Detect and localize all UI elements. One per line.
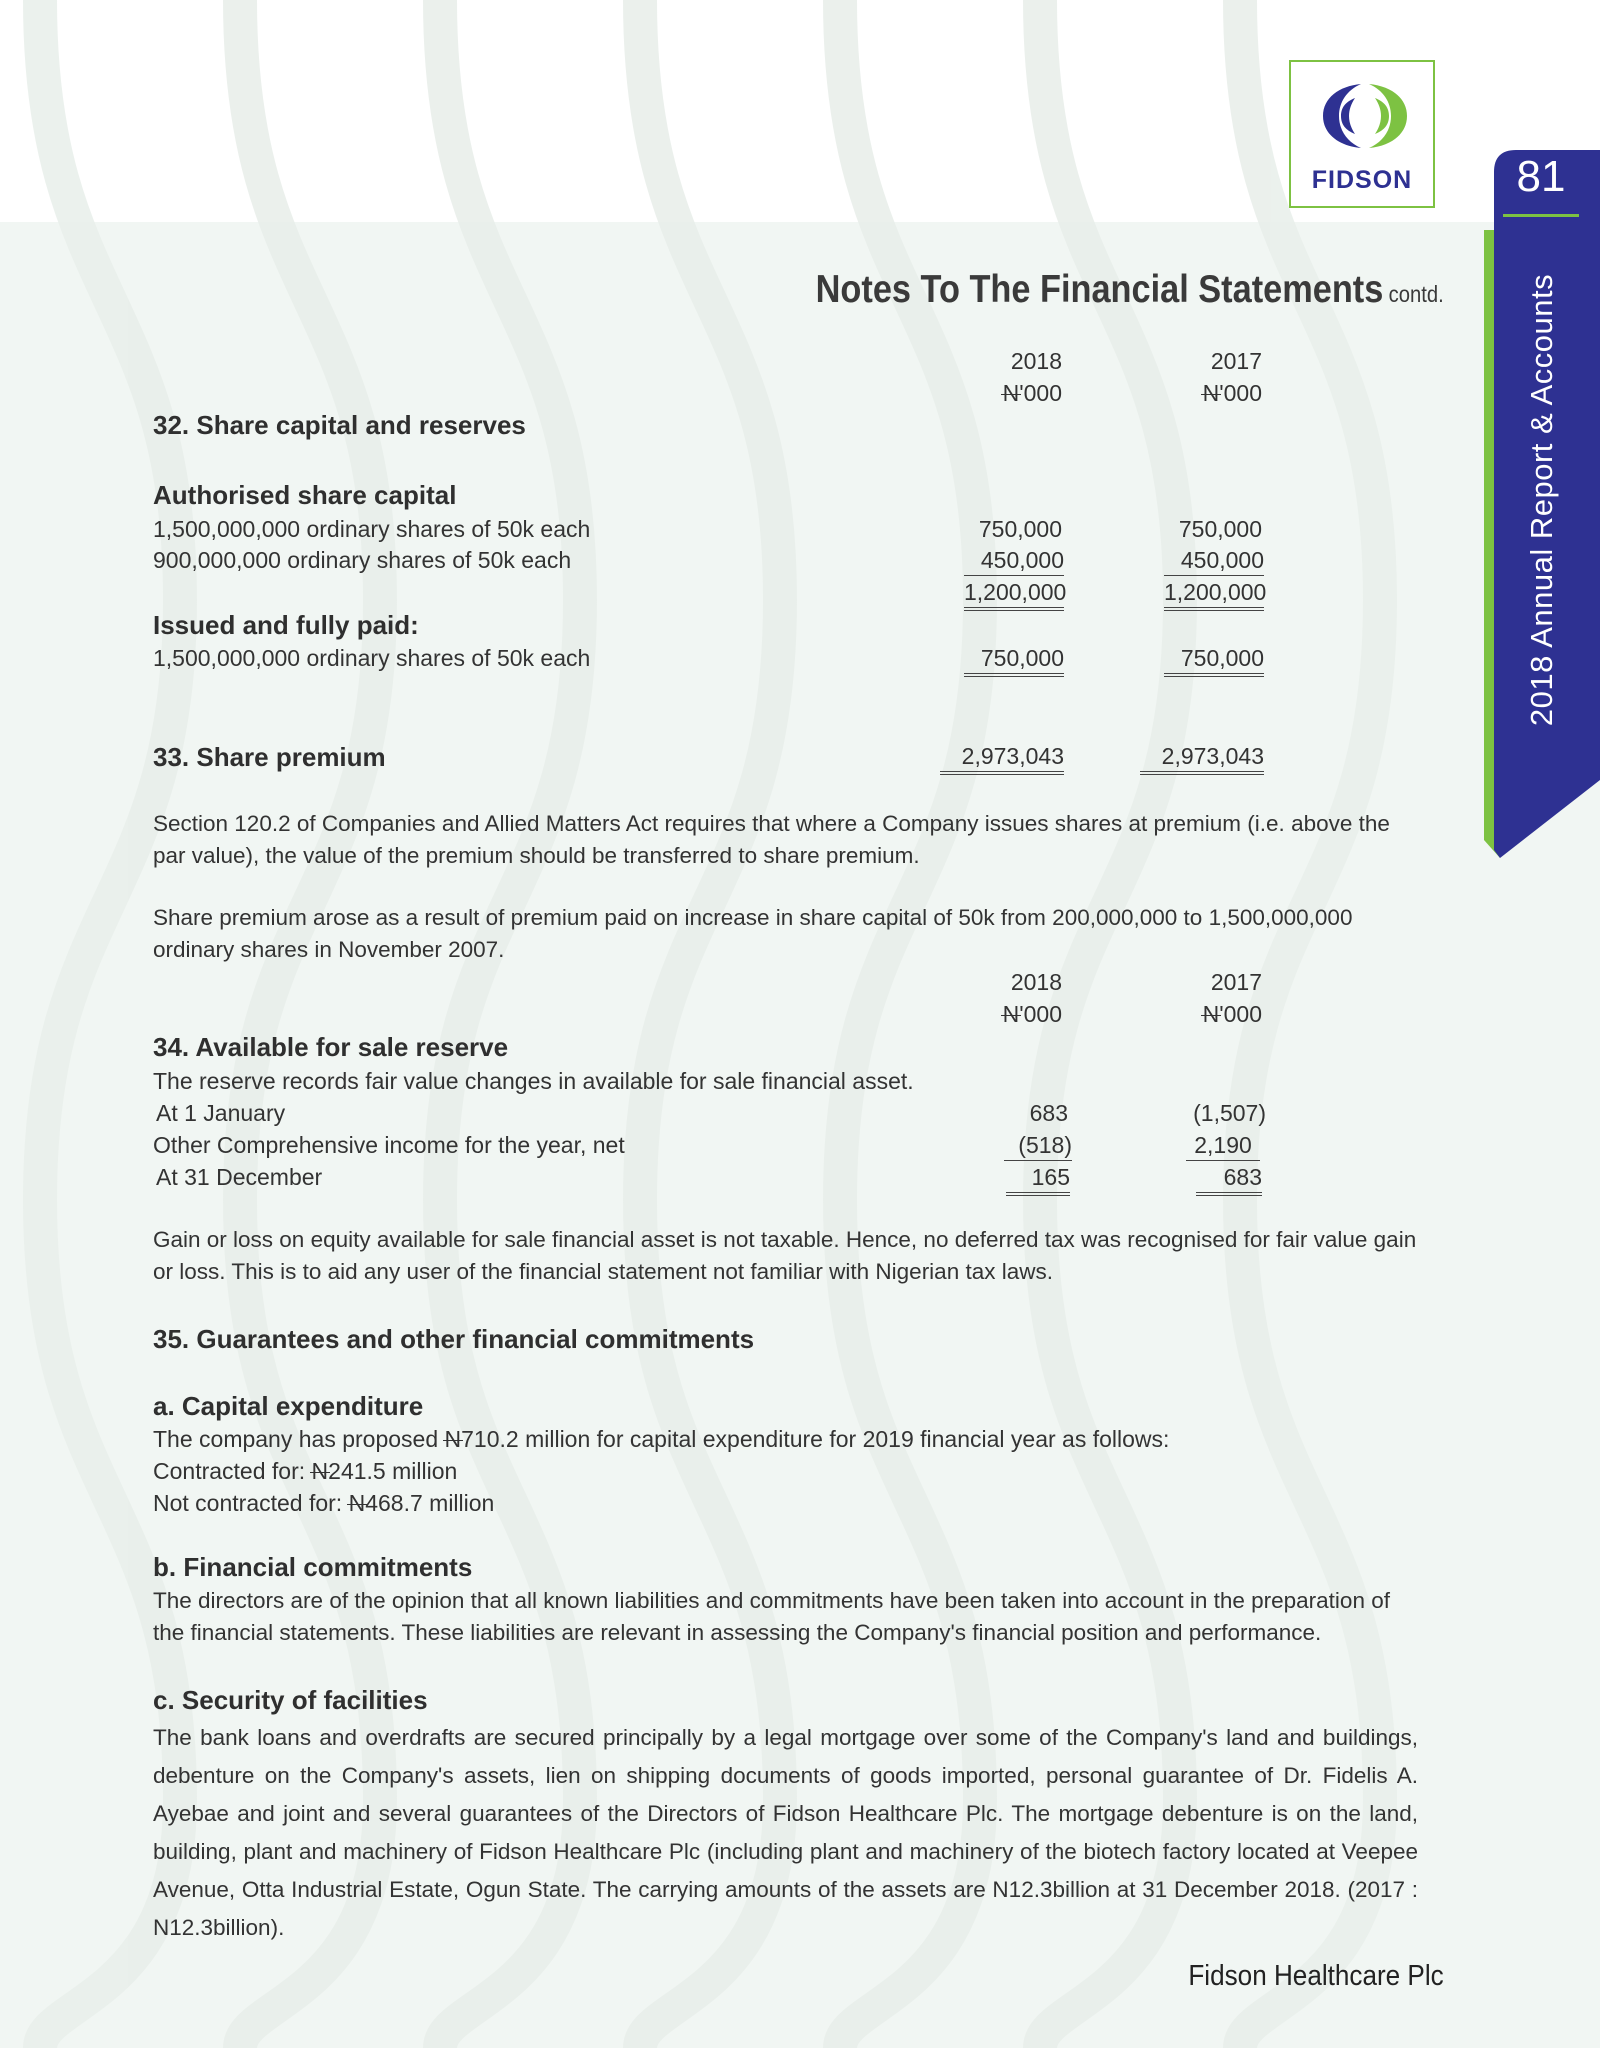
note-33-heading: 33. Share premium [153, 742, 386, 772]
issued-row-2017: 750,000 [1164, 643, 1264, 677]
page-title-text: Notes To The Financial Statements [815, 268, 1384, 311]
note-32-heading: 32. Share capital and reserves [153, 410, 526, 440]
fidson-logo [1289, 60, 1435, 208]
financial-commitments-paragraph: The directors are of the opinion that all known liabilities and commitments have been taken into account in the preparation of the financial statements. These liabilities are relevant in assessing the Company's financial position and performance. [153, 1588, 1390, 1645]
share-premium-paragraph-2: Share premium arose as a result of premium paid on increase in share capital of 50k from 200,000,000 to 1,500,000,000 ordinary shares in November 2007. [153, 905, 1353, 962]
report-title-vertical: 2018 Annual Report & Accounts [1524, 273, 1559, 727]
issued-heading: Issued and fully paid: [153, 610, 419, 640]
security-of-facilities-heading: c. Security of facilities [153, 1685, 428, 1715]
logo-mark-icon [1309, 76, 1419, 156]
afs-row-2-2018: (518) [1004, 1130, 1072, 1161]
financial-commitments-heading: b. Financial commitments [153, 1552, 473, 1582]
logo-wordmark: FIDSON [1311, 166, 1413, 194]
share-premium-2018: 2,973,043 [940, 741, 1064, 775]
authorised-row-2-label: 900,000,000 ordinary shares of 50k each [153, 547, 572, 573]
capex-line-2 [153, 1456, 457, 1486]
column-unit-rest: '000 [1019, 380, 1062, 406]
naira-symbol: N [1202, 380, 1220, 406]
note-34-heading: 34. Available for sale reserve [153, 1032, 509, 1062]
page-number-underline [1503, 214, 1579, 217]
column-unit-rest: '000 [1019, 1001, 1062, 1027]
column-unit-2018-b [960, 999, 1062, 1029]
naira-symbol: N [1202, 1001, 1220, 1027]
column-unit-2018 [960, 378, 1062, 408]
afs-row-3-2017: 683 [1196, 1162, 1262, 1196]
authorised-row-1-2017: 750,000 [1178, 516, 1262, 542]
column-unit-2017 [1160, 378, 1262, 408]
column-unit-rest: '000 [1219, 380, 1262, 406]
share-premium-2017: 2,973,043 [1140, 741, 1264, 775]
capex-line-3-post: 468.7 million [365, 1490, 495, 1516]
authorised-share-capital-heading: Authorised share capital [153, 480, 457, 510]
authorised-total-2017: 1,200,000 [1164, 577, 1264, 611]
security-of-facilities-paragraph: The bank loans and overdrafts are secured principally by a legal mortgage over some of the Company's land and buildings, debenture on the Company's assets, lien on shipping documents of goods imported, personal guarantee of Dr. Fidelis A. Ayebae and joint and several guarantees of the Directors of Fidson Healthcare Plc. The mortgage debenture is on the land, building, plant and machinery of Fidson Healthcare Plc (including plant and machinery of the biotech factory located at Veepee Avenue, Otta Industrial Estate, Ogun State. The carrying amounts of the assets are N12.3billion at 31 December 2018. (2017 : N12.3billion). [153, 1725, 1418, 1940]
column-header-2017: 2017 [1210, 348, 1262, 374]
capital-expenditure-heading: a. Capital expenditure [153, 1391, 424, 1421]
authorised-row-1-label: 1,500,000,000 ordinary shares of 50k each [153, 516, 591, 542]
capex-line-1-pre: The company has proposed [153, 1426, 445, 1452]
afs-row-1-2017: (1,507) [1193, 1100, 1266, 1126]
capex-line-1-post: 710.2 million for capital expenditure for 2019 financial year as follows: [461, 1426, 1170, 1452]
issued-row-2018: 750,000 [964, 643, 1064, 677]
naira-symbol: N [444, 1426, 462, 1452]
afs-row-1-2018: 683 [1029, 1100, 1068, 1126]
column-header-2018-b: 2018 [1010, 969, 1062, 995]
afs-row-3-label: At 31 December [156, 1164, 323, 1190]
column-header-2018: 2018 [1010, 348, 1062, 374]
naira-symbol: N [1002, 380, 1020, 406]
afs-row-2-2017: 2,190 [1186, 1130, 1260, 1161]
page-number: 81 [1516, 152, 1566, 201]
column-header-2017-b: 2017 [1210, 969, 1262, 995]
naira-symbol: N [348, 1490, 366, 1516]
note-35-heading: 35. Guarantees and other financial commitments [153, 1324, 755, 1354]
page-title-contd: contd. [1388, 281, 1444, 307]
note-34-description: The reserve records fair value changes in available for sale financial asset. [153, 1068, 914, 1094]
issued-row-label: 1,500,000,000 ordinary shares of 50k each [153, 645, 591, 671]
capex-line-3-pre: Not contracted for: [153, 1490, 349, 1516]
afs-row-3-2018: 165 [1006, 1162, 1070, 1196]
authorised-row-2-2018: 450,000 [964, 545, 1064, 576]
afs-row-2-label: Other Comprehensive income for the year, net [153, 1132, 625, 1158]
column-unit-rest: '000 [1219, 1001, 1262, 1027]
authorised-row-1-2018: 750,000 [978, 516, 1062, 542]
capex-line-2-post: 241.5 million [328, 1458, 458, 1484]
authorised-total-2018: 1,200,000 [964, 577, 1064, 611]
page-title [816, 268, 1444, 312]
authorised-row-2-2017: 450,000 [1164, 545, 1264, 576]
afs-paragraph: Gain or loss on equity available for sale financial asset is not taxable. Hence, no deferred tax was recognised for fair value gain or loss. This is to aid any user of the financial statement not familiar with Nigerian tax laws. [153, 1227, 1417, 1284]
naira-symbol: N [1002, 1001, 1020, 1027]
footer-company-name: Fidson Healthcare Plc [1188, 1960, 1444, 1992]
column-unit-2017-b [1160, 999, 1262, 1029]
capex-line-1 [153, 1424, 1169, 1454]
afs-row-1-label: At 1 January [156, 1100, 286, 1126]
naira-symbol: N [311, 1458, 329, 1484]
share-premium-paragraph-1: Section 120.2 of Companies and Allied Matters Act requires that where a Company issues shares at premium (i.e. above the par value), the value of the premium should be transferred to share premium. [153, 811, 1390, 868]
capex-line-3 [153, 1488, 494, 1518]
capex-line-2-pre: Contracted for: [153, 1458, 312, 1484]
